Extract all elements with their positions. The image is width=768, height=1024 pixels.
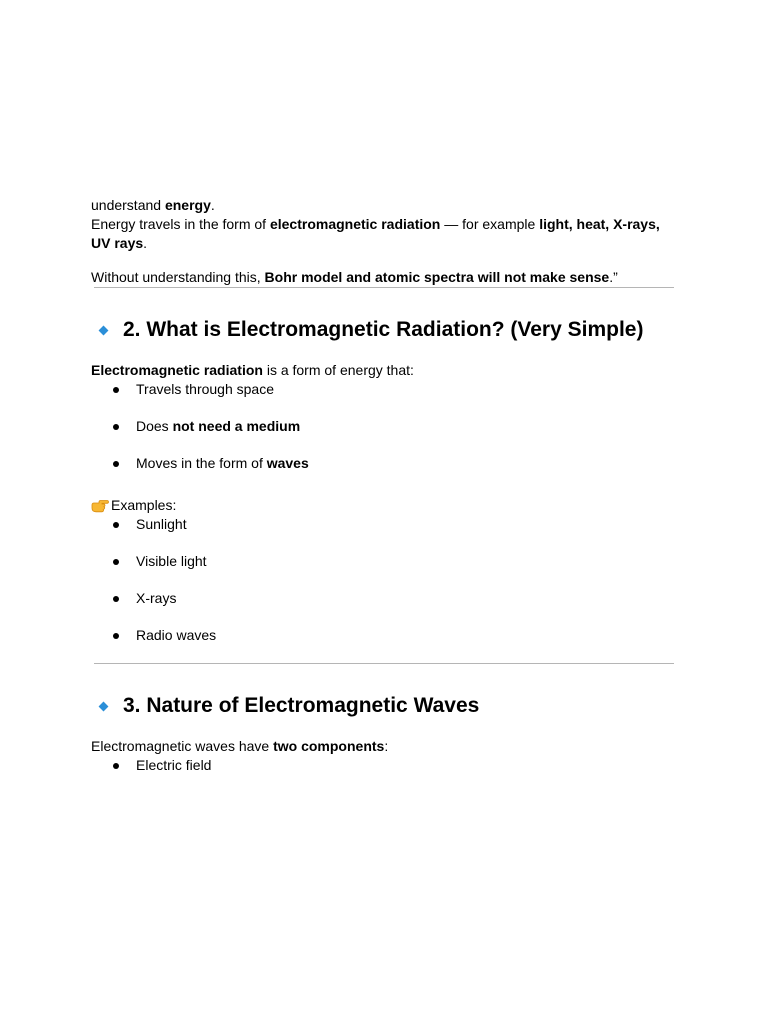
examples-label-line	[91, 496, 681, 515]
list-item	[91, 626, 681, 645]
list-item	[91, 515, 681, 534]
list-item-text: Visible light	[136, 553, 207, 569]
bullet-icon	[113, 763, 119, 769]
bullet-icon	[113, 596, 119, 602]
list-item-text: Radio waves	[136, 627, 217, 643]
intro-bold-examples: light, heat, X-rays, UV rays	[91, 216, 660, 251]
examples-list	[91, 515, 681, 645]
intro-text: .”	[609, 269, 618, 285]
document-page	[91, 196, 681, 775]
list-item	[91, 756, 681, 775]
intro-line-3	[91, 268, 681, 287]
list-item-bold: waves	[266, 455, 309, 471]
list-item-text: Does	[136, 418, 173, 434]
intro-bold-em-radiation: electromagnetic radiation	[269, 216, 441, 232]
properties-list	[91, 380, 681, 473]
intro-bold-energy: energy	[164, 197, 211, 213]
list-item-text: Travels through space	[136, 381, 274, 397]
pointing-hand-icon	[91, 499, 109, 513]
section-divider	[94, 287, 674, 288]
list-item	[91, 589, 681, 608]
section-2-lead-bold: Electromagnetic radiation	[91, 362, 263, 378]
components-list	[91, 756, 681, 775]
list-item	[91, 552, 681, 571]
section-3-lead-text: :	[384, 738, 389, 754]
intro-text: .	[143, 235, 148, 251]
bullet-icon	[113, 633, 119, 639]
list-item-text: Moves in the form of	[136, 455, 267, 471]
section-3-heading	[91, 693, 681, 719]
blue-diamond-icon	[99, 701, 109, 711]
section-3-lead	[91, 737, 681, 756]
section-2-lead-text: is a form of energy that:	[262, 362, 414, 378]
intro-text: Energy travels in the form of	[91, 216, 270, 232]
intro-bold-bohr: Bohr model and atomic spectra will not make sense	[264, 269, 610, 285]
bullet-icon	[113, 522, 119, 528]
bullet-icon	[113, 387, 119, 393]
examples-label: Examples:	[111, 497, 177, 513]
section-2-title: 2. What is Electromagnetic Radiation? (Very Simple)	[123, 318, 644, 341]
intro-text: — for example	[440, 216, 540, 232]
section-3-lead-text: Electromagnetic waves have	[91, 738, 274, 754]
section-3-title: 3. Nature of Electromagnetic Waves	[123, 694, 480, 717]
blue-diamond-icon	[99, 325, 109, 335]
list-item-text: Sunlight	[136, 516, 187, 532]
list-item	[91, 454, 681, 473]
section-divider	[94, 663, 674, 664]
intro-text: Without understanding this,	[91, 269, 265, 285]
bullet-icon	[113, 559, 119, 565]
list-item	[91, 380, 681, 399]
section-2-heading	[91, 317, 681, 343]
section-2-lead	[91, 361, 681, 380]
section-3-lead-bold: two components	[273, 738, 385, 754]
intro-line-1	[91, 196, 681, 215]
list-item-text: X-rays	[136, 590, 177, 606]
bullet-icon	[113, 424, 119, 430]
list-item-bold: not need a medium	[172, 418, 301, 434]
list-item	[91, 417, 681, 436]
intro-line-2	[91, 215, 681, 253]
intro-text: .	[210, 197, 215, 213]
list-item-text: Electric field	[136, 757, 212, 773]
intro-text: understand	[91, 197, 165, 213]
bullet-icon	[113, 461, 119, 467]
